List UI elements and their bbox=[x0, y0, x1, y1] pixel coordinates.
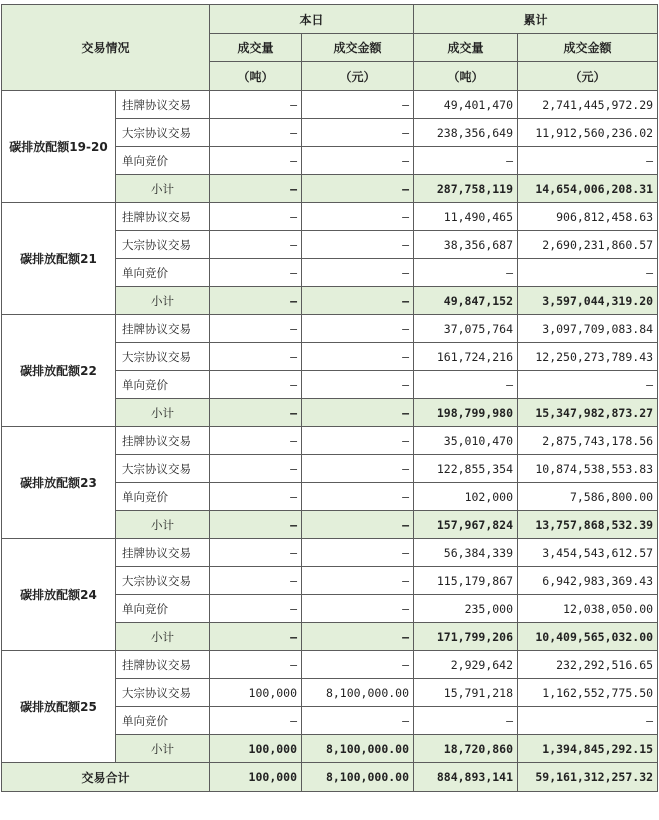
cumulative-amount-cell: 3,454,543,612.57 bbox=[518, 539, 658, 567]
trade-type-cell: 挂牌协议交易 bbox=[116, 651, 210, 679]
cumulative-amount-unit: （元） bbox=[518, 62, 658, 91]
trade-type-cell: 挂牌协议交易 bbox=[116, 91, 210, 119]
trade-type-cell: 小计 bbox=[116, 175, 210, 203]
cumulative-amount-cell: 1,162,552,775.50 bbox=[518, 679, 658, 707]
trade-type-cell: 小计 bbox=[116, 511, 210, 539]
cumulative-volume-cell: 235,000 bbox=[414, 595, 518, 623]
trade-type-cell: 单向竞价 bbox=[116, 147, 210, 175]
total-cumulative-amount: 59,161,312,257.32 bbox=[518, 763, 658, 792]
today-volume-cell: – bbox=[210, 175, 302, 203]
cumulative-header: 累计 bbox=[414, 5, 658, 34]
today-volume-cell: – bbox=[210, 399, 302, 427]
today-amount-cell: – bbox=[302, 91, 414, 119]
trade-type-cell: 单向竞价 bbox=[116, 707, 210, 735]
table-row bbox=[2, 427, 658, 455]
trade-type-cell: 大宗协议交易 bbox=[116, 455, 210, 483]
today-volume-cell: – bbox=[210, 231, 302, 259]
cumulative-amount-cell: 1,394,845,292.15 bbox=[518, 735, 658, 763]
cumulative-amount-cell: 12,038,050.00 bbox=[518, 595, 658, 623]
today-volume-unit: （吨） bbox=[210, 62, 302, 91]
today-amount-cell: – bbox=[302, 427, 414, 455]
today-amount-cell: – bbox=[302, 231, 414, 259]
cumulative-volume-header: 成交量 bbox=[414, 34, 518, 62]
total-cumulative-volume: 884,893,141 bbox=[414, 763, 518, 792]
cumulative-volume-cell: – bbox=[414, 371, 518, 399]
today-volume-cell: – bbox=[210, 203, 302, 231]
today-amount-cell: – bbox=[302, 287, 414, 315]
trade-type-cell: 小计 bbox=[116, 287, 210, 315]
trade-type-cell: 单向竞价 bbox=[116, 259, 210, 287]
table-row bbox=[2, 91, 658, 119]
today-amount-cell: – bbox=[302, 651, 414, 679]
cumulative-amount-cell: 7,586,800.00 bbox=[518, 483, 658, 511]
trade-type-cell: 小计 bbox=[116, 399, 210, 427]
today-volume-cell: – bbox=[210, 315, 302, 343]
cumulative-volume-cell: 35,010,470 bbox=[414, 427, 518, 455]
cumulative-amount-cell: 232,292,516.65 bbox=[518, 651, 658, 679]
trade-type-cell: 小计 bbox=[116, 735, 210, 763]
trade-type-cell: 单向竞价 bbox=[116, 483, 210, 511]
total-today-volume: 100,000 bbox=[210, 763, 302, 792]
trade-type-cell: 大宗协议交易 bbox=[116, 343, 210, 371]
trade-type-cell: 大宗协议交易 bbox=[116, 119, 210, 147]
cumulative-amount-cell: 2,690,231,860.57 bbox=[518, 231, 658, 259]
trade-type-cell: 单向竞价 bbox=[116, 595, 210, 623]
cumulative-amount-cell: 14,654,006,208.31 bbox=[518, 175, 658, 203]
cumulative-amount-cell: 3,597,044,319.20 bbox=[518, 287, 658, 315]
table-row bbox=[2, 315, 658, 343]
total-today-amount: 8,100,000.00 bbox=[302, 763, 414, 792]
today-volume-cell: – bbox=[210, 623, 302, 651]
today-amount-cell: – bbox=[302, 175, 414, 203]
cumulative-volume-cell: 49,847,152 bbox=[414, 287, 518, 315]
group-name: 碳排放配额21 bbox=[2, 203, 116, 315]
today-amount-cell: – bbox=[302, 315, 414, 343]
today-volume-cell: – bbox=[210, 595, 302, 623]
cumulative-volume-cell: 37,075,764 bbox=[414, 315, 518, 343]
today-amount-cell: 8,100,000.00 bbox=[302, 679, 414, 707]
cumulative-volume-cell: – bbox=[414, 707, 518, 735]
cumulative-volume-cell: 198,799,980 bbox=[414, 399, 518, 427]
cumulative-amount-cell: – bbox=[518, 371, 658, 399]
cumulative-volume-cell: 18,720,860 bbox=[414, 735, 518, 763]
cumulative-volume-cell: 161,724,216 bbox=[414, 343, 518, 371]
today-volume-cell: – bbox=[210, 539, 302, 567]
today-header: 本日 bbox=[210, 5, 414, 34]
today-volume-cell: – bbox=[210, 287, 302, 315]
today-volume-header: 成交量 bbox=[210, 34, 302, 62]
today-volume-cell: – bbox=[210, 651, 302, 679]
cumulative-volume-cell: 56,384,339 bbox=[414, 539, 518, 567]
today-amount-cell: – bbox=[302, 707, 414, 735]
trade-info-header: 交易情况 bbox=[2, 5, 210, 91]
trade-type-cell: 大宗协议交易 bbox=[116, 567, 210, 595]
cumulative-volume-cell: 171,799,206 bbox=[414, 623, 518, 651]
today-volume-cell: – bbox=[210, 91, 302, 119]
table-body bbox=[2, 91, 658, 763]
today-amount-cell: – bbox=[302, 623, 414, 651]
today-amount-cell: – bbox=[302, 539, 414, 567]
today-amount-cell: – bbox=[302, 455, 414, 483]
cumulative-amount-cell: – bbox=[518, 707, 658, 735]
today-amount-cell: – bbox=[302, 511, 414, 539]
group-name: 碳排放配额25 bbox=[2, 651, 116, 763]
today-amount-cell: – bbox=[302, 119, 414, 147]
cumulative-amount-cell: 13,757,868,532.39 bbox=[518, 511, 658, 539]
today-volume-cell: – bbox=[210, 371, 302, 399]
cumulative-amount-cell: 2,741,445,972.29 bbox=[518, 91, 658, 119]
group-name: 碳排放配额23 bbox=[2, 427, 116, 539]
today-volume-cell: – bbox=[210, 147, 302, 175]
cumulative-amount-cell: – bbox=[518, 259, 658, 287]
trade-type-cell: 挂牌协议交易 bbox=[116, 539, 210, 567]
total-label: 交易合计 bbox=[2, 763, 210, 792]
table-row bbox=[2, 539, 658, 567]
trade-type-cell: 小计 bbox=[116, 623, 210, 651]
trade-type-cell: 挂牌协议交易 bbox=[116, 427, 210, 455]
today-volume-cell: – bbox=[210, 343, 302, 371]
today-amount-header: 成交金额 bbox=[302, 34, 414, 62]
cumulative-volume-cell: 49,401,470 bbox=[414, 91, 518, 119]
today-amount-cell: – bbox=[302, 147, 414, 175]
today-amount-cell: – bbox=[302, 371, 414, 399]
today-amount-cell: – bbox=[302, 567, 414, 595]
trade-type-cell: 挂牌协议交易 bbox=[116, 315, 210, 343]
today-amount-cell: – bbox=[302, 595, 414, 623]
today-volume-cell: – bbox=[210, 119, 302, 147]
trade-type-cell: 单向竞价 bbox=[116, 371, 210, 399]
group-name: 碳排放配额22 bbox=[2, 315, 116, 427]
today-amount-cell: – bbox=[302, 399, 414, 427]
cumulative-amount-cell: 906,812,458.63 bbox=[518, 203, 658, 231]
today-amount-cell: – bbox=[302, 483, 414, 511]
today-amount-cell: – bbox=[302, 259, 414, 287]
cumulative-volume-cell: – bbox=[414, 259, 518, 287]
cumulative-volume-cell: – bbox=[414, 147, 518, 175]
trade-type-cell: 大宗协议交易 bbox=[116, 679, 210, 707]
carbon-trade-table bbox=[1, 4, 658, 792]
today-volume-cell: – bbox=[210, 707, 302, 735]
cumulative-volume-cell: 38,356,687 bbox=[414, 231, 518, 259]
cumulative-volume-cell: 115,179,867 bbox=[414, 567, 518, 595]
today-volume-cell: – bbox=[210, 567, 302, 595]
cumulative-volume-cell: 11,490,465 bbox=[414, 203, 518, 231]
today-volume-cell: – bbox=[210, 259, 302, 287]
cumulative-volume-unit: （吨） bbox=[414, 62, 518, 91]
cumulative-volume-cell: 122,855,354 bbox=[414, 455, 518, 483]
cumulative-volume-cell: 102,000 bbox=[414, 483, 518, 511]
today-volume-cell: 100,000 bbox=[210, 679, 302, 707]
today-volume-cell: – bbox=[210, 483, 302, 511]
today-volume-cell: – bbox=[210, 455, 302, 483]
cumulative-amount-cell: 10,874,538,553.83 bbox=[518, 455, 658, 483]
cumulative-amount-cell: – bbox=[518, 147, 658, 175]
trade-type-cell: 大宗协议交易 bbox=[116, 231, 210, 259]
cumulative-volume-cell: 238,356,649 bbox=[414, 119, 518, 147]
cumulative-amount-cell: 10,409,565,032.00 bbox=[518, 623, 658, 651]
trade-type-cell: 挂牌协议交易 bbox=[116, 203, 210, 231]
today-amount-cell: – bbox=[302, 343, 414, 371]
table-row bbox=[2, 651, 658, 679]
cumulative-amount-cell: 2,875,743,178.56 bbox=[518, 427, 658, 455]
cumulative-volume-cell: 157,967,824 bbox=[414, 511, 518, 539]
today-volume-cell: 100,000 bbox=[210, 735, 302, 763]
cumulative-amount-cell: 6,942,983,369.43 bbox=[518, 567, 658, 595]
table-row bbox=[2, 203, 658, 231]
cumulative-amount-header: 成交金额 bbox=[518, 34, 658, 62]
cumulative-amount-cell: 15,347,982,873.27 bbox=[518, 399, 658, 427]
today-amount-unit: （元） bbox=[302, 62, 414, 91]
cumulative-volume-cell: 287,758,119 bbox=[414, 175, 518, 203]
cumulative-amount-cell: 12,250,273,789.43 bbox=[518, 343, 658, 371]
cumulative-amount-cell: 3,097,709,083.84 bbox=[518, 315, 658, 343]
today-volume-cell: – bbox=[210, 511, 302, 539]
cumulative-volume-cell: 15,791,218 bbox=[414, 679, 518, 707]
total-row bbox=[2, 763, 658, 792]
today-volume-cell: – bbox=[210, 427, 302, 455]
group-name: 碳排放配额19-20 bbox=[2, 91, 116, 203]
today-amount-cell: – bbox=[302, 203, 414, 231]
cumulative-amount-cell: 11,912,560,236.02 bbox=[518, 119, 658, 147]
group-name: 碳排放配额24 bbox=[2, 539, 116, 651]
today-amount-cell: 8,100,000.00 bbox=[302, 735, 414, 763]
cumulative-volume-cell: 2,929,642 bbox=[414, 651, 518, 679]
